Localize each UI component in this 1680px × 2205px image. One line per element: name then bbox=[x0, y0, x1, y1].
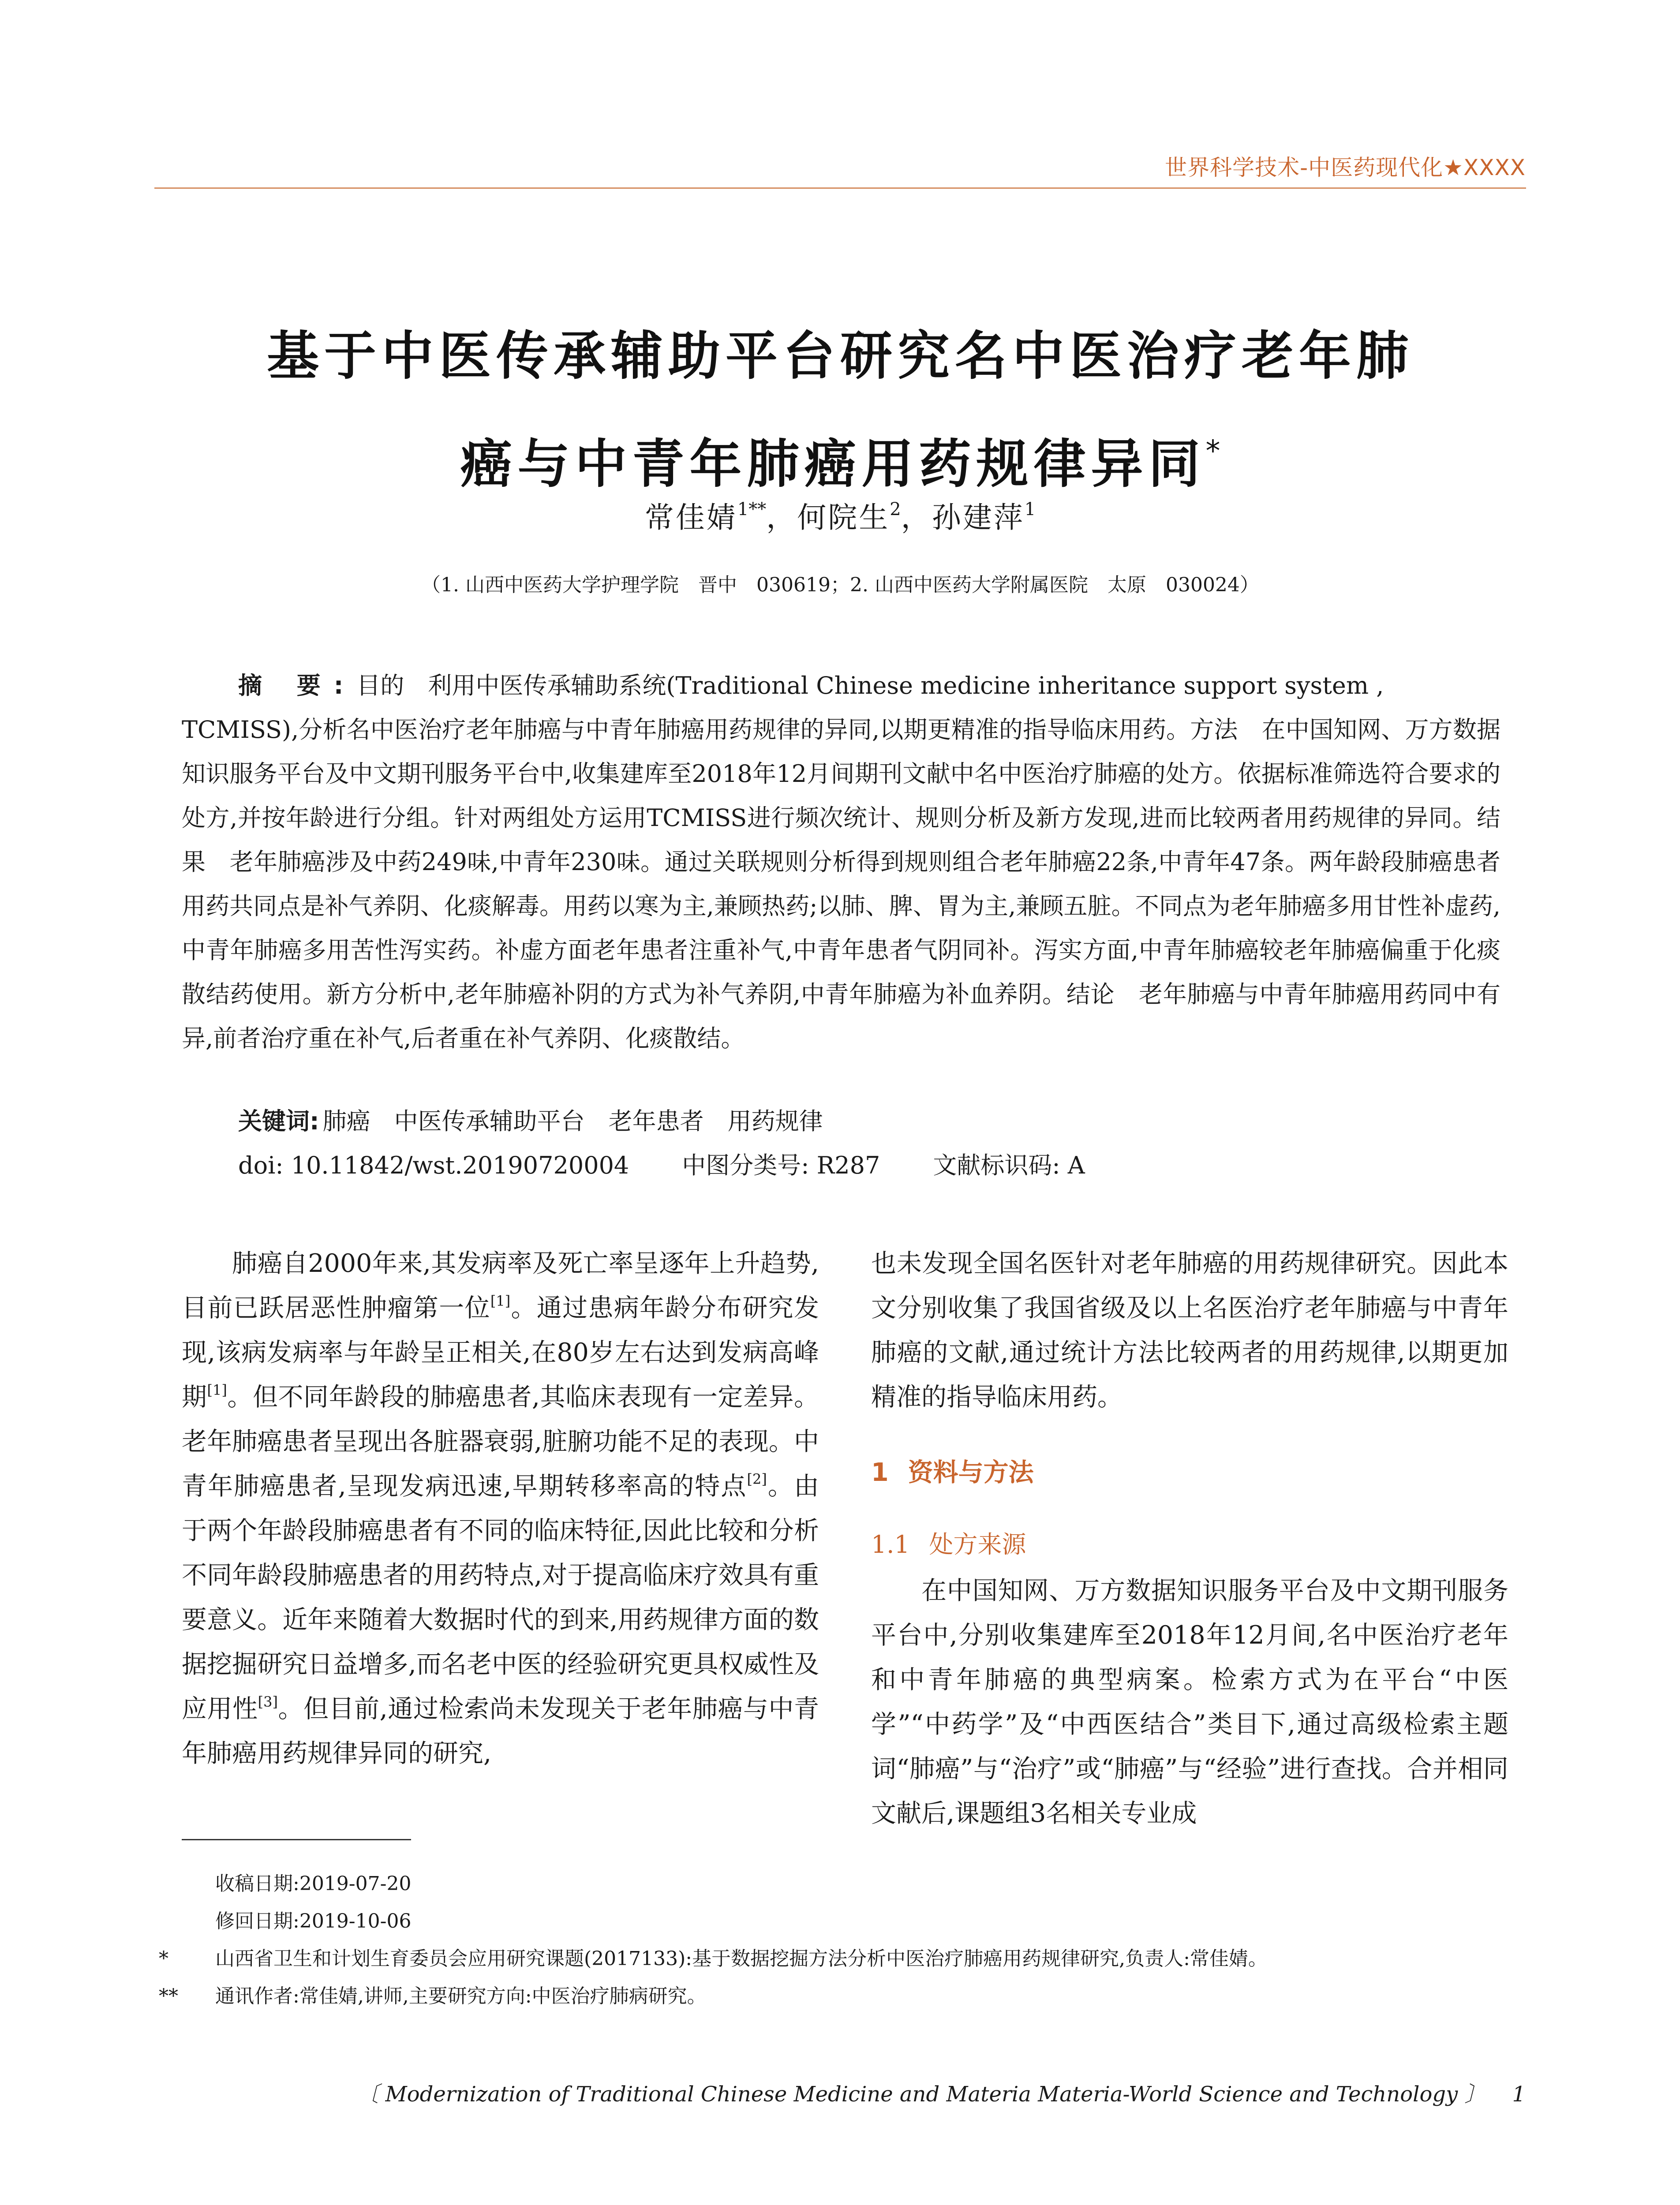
abstract-body: TCMISS),分析名中医治疗老年肺癌与中青年肺癌用药规律的异同,以期更精准的指导临床用药。方法 在中国知网、万方数据知识服务平台及中文期刊服务平台中,收集建库至2018年12月间期刊文献中名中医治疗肺癌的处方。依据标准筛选符合要求的处方,并按年龄进行分组。针对两组处方运用TCMISS进行频次统计、规则分析及新方发现,进而比较两者用药规律的异同。结果 老年肺癌涉及中药249味,中青年230味。通过关联规则分析得到规则组合老年肺癌22条,中青年47条。两年龄段肺癌患者用药共同点是补气养阴、化痰解毒。用药以寒为主,兼顾热药;以肺、脾、胃为主,兼顾五脏。不同点为老年肺癌多用甘性补虚药,中青年肺癌多用苦性泻实药。补虚方面老年患者注重补气,中青年患者气阴同补。泻实方面,中青年肺癌较老年肺癌偏重于化痰散结药使用。新方分析中,老年肺癌补阴的方式为补气养阴,中青年肺癌为补血养阴。结论 老年肺癌与中青年肺癌用药同中有异,前者治疗重在补气,后者重在补气养阴、化痰散结。 bbox=[182, 716, 1500, 1052]
author-1-affil: 1** bbox=[737, 499, 767, 519]
corresponding-author-note bbox=[159, 1980, 707, 2008]
section-number: 1 bbox=[871, 1458, 889, 1487]
method-paragraph: 在中国知网、万方数据知识服务平台及中文期刊服务平台中,分别收集建库至2018年12月间,名中医治疗老年和中青年肺癌的典型病案。检索方式为在平台“中医学”“中药学”及“中西医结合”类目下,通过高级检索主题词“肺癌”与“治疗”或“肺癌”与“经验”进行查找。合并相同文献后,课题组3名相关专业成 bbox=[871, 1576, 1508, 1828]
keywords-label: 关键词: bbox=[238, 1107, 319, 1135]
subsection-heading bbox=[871, 1522, 1508, 1567]
text-run: 。通过患病年龄分布研究发现,该病发病率与年龄呈正相关,在80岁左右达到发病高峰期 bbox=[182, 1293, 819, 1412]
citation: [1] bbox=[490, 1293, 511, 1309]
footnote-mark: * bbox=[159, 1947, 168, 1970]
journal-header: 世界科学技术-中医药现代化★XXXX bbox=[1165, 155, 1526, 180]
section-heading bbox=[871, 1450, 1508, 1495]
keywords bbox=[238, 1102, 823, 1136]
received-date: 收稿日期:2019-07-20 bbox=[215, 1872, 412, 1895]
author-3-affil: 1 bbox=[1024, 499, 1036, 519]
title-line-1: 基于中医传承辅助平台研究名中医治疗老年肺 bbox=[266, 325, 1414, 386]
author-sep: ， bbox=[901, 501, 932, 534]
citation: [2] bbox=[747, 1471, 767, 1487]
author-3: 孙建萍 bbox=[932, 501, 1025, 534]
document-code: 文献标识码: A bbox=[933, 1151, 1085, 1179]
title-line-2-text: 癌与中青年肺癌用药规律异同 bbox=[460, 434, 1206, 494]
article-title bbox=[132, 309, 1548, 512]
page-number: 1 bbox=[1512, 2082, 1526, 2107]
footnote-rule bbox=[182, 1839, 411, 1840]
text-run: 。但目前,通过检索尚未发现关于老年肺癌与中青年肺癌用药规律异同的研究, bbox=[182, 1694, 819, 1768]
doi-line bbox=[238, 1147, 1138, 1181]
funding-text: 山西省卫生和计划生育委员会应用研究课题(2017133):基于数据挖掘方法分析中医治疗肺癌用药规律研究,负责人:常佳婧。 bbox=[215, 1947, 1268, 1970]
author-sep: ， bbox=[766, 501, 797, 534]
body-column-right bbox=[871, 1241, 1508, 1836]
subsection-number: 1.1 bbox=[871, 1530, 910, 1558]
footer bbox=[357, 2077, 1526, 2108]
citation: [1] bbox=[207, 1382, 227, 1398]
title-footnote-mark: * bbox=[1205, 434, 1220, 468]
abstract-first-line bbox=[182, 664, 1500, 708]
revised-date: 修回日期:2019-10-06 bbox=[215, 1910, 412, 1932]
affiliations: （1. 山西中医药大学护理学院 晋中 030619；2. 山西中医药大学附属医院 太原 030024） bbox=[421, 574, 1259, 596]
body-column-left bbox=[182, 1241, 819, 1776]
text-run: 也未发现全国名医针对老年肺癌的用药规律研究。因此本文分别收集了我国省级及以上名医治疗老年肺癌与中青年肺癌的文献,通过统计方法比较两者的用药规律,以期更加精准的指导临床用药。 bbox=[871, 1249, 1508, 1412]
keywords-value: 肺癌 中医传承辅助平台 老年患者 用药规律 bbox=[322, 1107, 823, 1135]
intro-paragraph bbox=[182, 1241, 819, 1776]
author-2: 何院生 bbox=[797, 501, 890, 534]
doi: doi: 10.11842/wst.20190720004 bbox=[238, 1151, 629, 1179]
funding-note bbox=[159, 1943, 1268, 1971]
intro-paragraph-continued bbox=[871, 1241, 1508, 1420]
abstract bbox=[182, 664, 1500, 1061]
footer-journal: 〔 Modernization of Traditional Chinese Medicine and Materia Materia-World Science and Technology 〕 bbox=[357, 2082, 1486, 2107]
header-rule bbox=[154, 187, 1526, 189]
citation: [3] bbox=[258, 1693, 278, 1710]
section-title: 资料与方法 bbox=[908, 1458, 1034, 1487]
footnote-mark: ** bbox=[159, 1985, 178, 2007]
text-run: 。但不同年龄段的肺癌患者,其临床表现有一定差异。老年肺癌患者呈现出各脏器衰弱,脏腑功能不足的表现。中青年肺癌患者,呈现发病迅速,早期转移率高的特点 bbox=[182, 1383, 819, 1501]
author-2-affil: 2 bbox=[890, 499, 901, 519]
corresponding-author-text: 通讯作者:常佳婧,讲师,主要研究方向:中医治疗肺病研究。 bbox=[215, 1985, 707, 2007]
text-run: 。由于两个年龄段肺癌患者有不同的临床特征,因此比较和分析不同年龄段肺癌患者的用药特点,对于提高临床疗效具有重要意义。近年来随着大数据时代的到来,用药规律方面的数据挖掘研究日益增多,而名老中医的经验研究更具权威性及应用性 bbox=[182, 1472, 819, 1723]
author-1: 常佳婧 bbox=[644, 501, 737, 534]
abstract-label: 摘 要: bbox=[238, 672, 357, 699]
subsection-title: 处方来源 bbox=[929, 1530, 1026, 1558]
text-run: 肺癌自2000年来,其发病率及死亡率呈逐年上升趋势,目前已跃居恶性肿瘤第一位 bbox=[182, 1249, 819, 1323]
clc-number: 中图分类号: R287 bbox=[682, 1151, 880, 1179]
authors bbox=[132, 494, 1548, 536]
abstract-line1: 目的 利用中医传承辅助系统(Traditional Chinese medicine inheritance support system , bbox=[356, 672, 1384, 699]
